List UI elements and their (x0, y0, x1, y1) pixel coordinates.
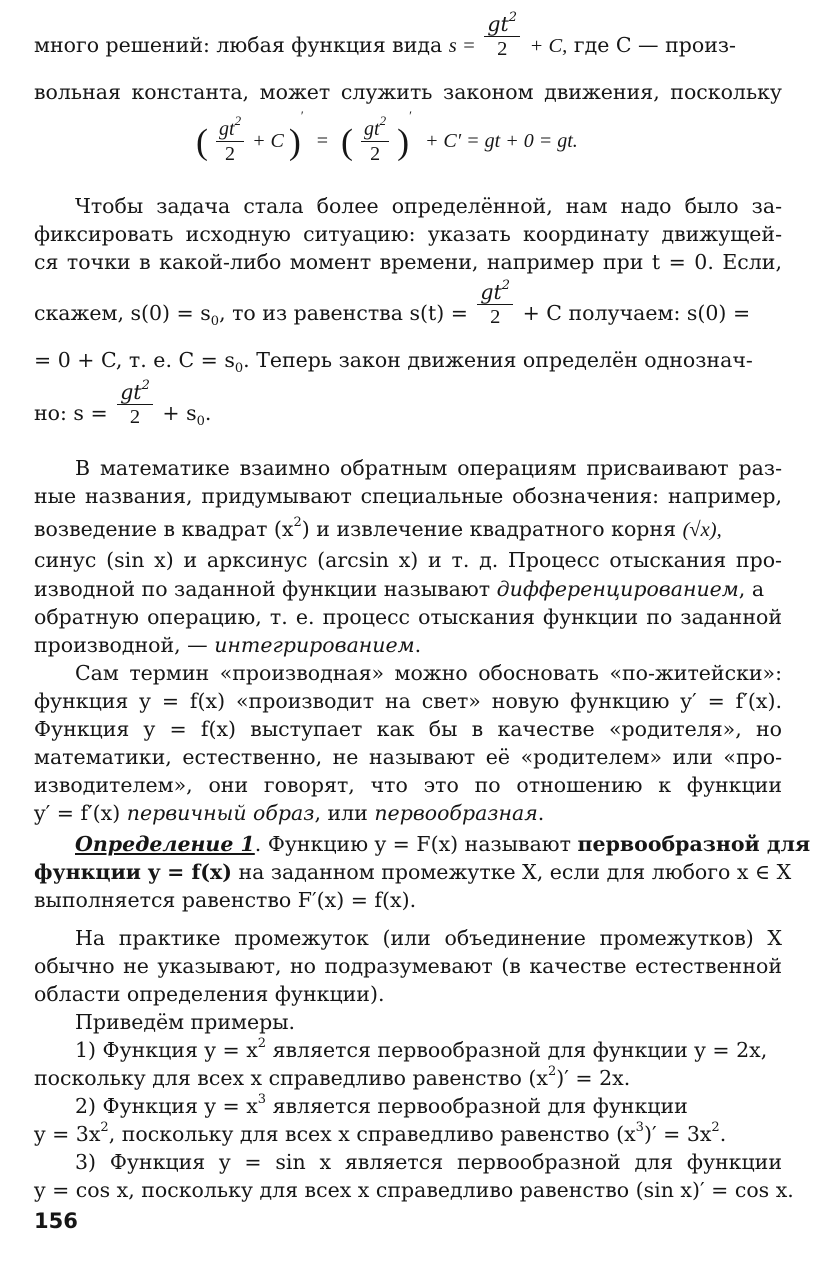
p2-line-4 (34, 278, 782, 330)
subscript: 0 (196, 414, 205, 430)
p3-line-6: обратную операцию, т. е. процесс отыскания функции по заданной (34, 605, 782, 629)
fraction-gt2-over-2 (484, 10, 520, 60)
numerator: gt (219, 118, 235, 140)
right-paren: ) (288, 121, 301, 162)
left-paren: ( (196, 121, 208, 162)
text: = 0 + C, т. е. C = s (34, 348, 235, 372)
p1-rest: где C — произ- (573, 33, 736, 57)
fraction-gt2-over-2 (117, 378, 153, 428)
denominator: 2 (497, 38, 508, 60)
text: + C получаем: s(0) = (522, 301, 751, 325)
numerator: gt (480, 280, 502, 304)
definition-line-2 (34, 858, 792, 886)
example-1-line-1 (75, 1036, 782, 1064)
formula-tail: + C′ = gt + 0 = gt. (424, 130, 578, 152)
p3-line-4: синус (sin x) и арксинус (arcsin x) и т. д. Процесс отыскания про- (34, 548, 782, 572)
exponent: 2 (257, 1036, 267, 1052)
formula-fraction-2 (361, 113, 389, 165)
text: изводной по заданной функции называют (34, 577, 491, 601)
subscript: 0 (234, 361, 244, 377)
denominator: 2 (225, 143, 236, 165)
p1-line-2: вольная константа, может служить законом движения, поскольку (34, 80, 782, 104)
text: . (204, 401, 212, 425)
text: 1) Функция y = x (75, 1038, 258, 1062)
equals-sign: = (463, 35, 475, 57)
p3-line-5 (34, 575, 782, 603)
definition-line-1 (75, 830, 811, 858)
exponent: 2 (234, 113, 242, 129)
text: возведение в квадрат (x (34, 517, 294, 541)
p2-line-6 (34, 378, 782, 430)
example-2-line-1 (75, 1092, 782, 1120)
text: )′ = 2x. (556, 1066, 631, 1090)
definition-line-3: выполняется равенство F′(x) = f(x). (34, 888, 417, 912)
text: + s (162, 401, 197, 425)
p3-line-2: ные названия, придумывают специальные обозначения: например, (34, 484, 782, 508)
denominator: 2 (129, 406, 141, 428)
plus-c: + C, (529, 35, 568, 57)
text: , а (738, 577, 765, 601)
display-formula (196, 108, 578, 165)
formula-fraction-1 (216, 113, 244, 165)
right-paren: ) (397, 121, 410, 162)
p3-line-7 (34, 631, 782, 659)
text: скажем, s(0) = s (34, 301, 211, 325)
plus-c: + C (252, 130, 284, 152)
exponent: 2 (547, 1064, 557, 1080)
text: на заданном промежутке X, если для любого x ∈ X (238, 860, 792, 884)
definition-label: Определение 1 (75, 832, 255, 856)
term-primary-image: первичный образ (126, 801, 315, 825)
term-differentiation: дифференцированием (496, 577, 739, 601)
text: является первообразной для функции (272, 1094, 688, 1118)
text: но: s = (34, 401, 108, 425)
denominator: 2 (370, 143, 381, 165)
p4-line-3: Функция y = f(x) выступает как бы в качестве «родителя», но (34, 717, 782, 741)
p2-line-1: Чтобы задача стала более определённой, нам надо было за- (75, 194, 782, 218)
text: поскольку для всех x справедливо равенство (x (34, 1066, 548, 1090)
examples-intro: Приведём примеры. (75, 1010, 296, 1034)
text: , или (314, 801, 368, 825)
exponent: 2 (379, 113, 387, 129)
term-integration: интегрированием (214, 633, 415, 657)
example-3-line-1: 3) Функция y = sin x является первообразной для функции (75, 1150, 782, 1174)
page-number: 156 (34, 1209, 78, 1233)
denominator: 2 (490, 306, 501, 328)
text: . Функцию y = F(x) называют (254, 832, 571, 856)
numerator: gt (487, 12, 509, 36)
p2-line-3: ся точки в какой-либо момент времени, например при t = 0. Если, (34, 250, 782, 274)
p2-line-2: фиксировать исходную ситуацию: указать координату движущей- (34, 222, 782, 246)
numerator: gt (120, 380, 142, 404)
p5-line-1: На практике промежуток (или объединение промежутков) X (75, 926, 782, 950)
sqrt-x: (√x), (682, 519, 722, 541)
p3-line-3 (34, 515, 782, 543)
p4-line-6 (34, 799, 782, 827)
p3-line-1: В математике взаимно обратным операциям присваивают раз- (75, 456, 782, 480)
text: . (537, 801, 545, 825)
p4-line-4: математики, естественно, не называют её «родителем» или «про- (34, 745, 782, 769)
text: . (414, 633, 422, 657)
text: , то из равенства s(t) = (219, 301, 468, 325)
text: y′ = f′(x) (34, 801, 121, 825)
p5-line-3: области определения функции). (34, 982, 385, 1006)
p2-line-5 (34, 346, 782, 377)
exponent: 3 (635, 1120, 644, 1136)
p4-line-5: изводителем», они говорят, что это по отношению к функции (34, 773, 782, 797)
text: является первообразной для функции y = 2x, (272, 1038, 768, 1062)
text: . Теперь закон движения определён однознач- (243, 348, 753, 372)
text: 2) Функция y = x (75, 1094, 258, 1118)
prime-mark: ′ (409, 108, 412, 124)
prime-mark: ′ (300, 108, 304, 124)
exponent: 3 (257, 1092, 267, 1108)
exponent: 2 (100, 1120, 109, 1136)
p4-line-2: функция y = f(x) «производит на свет» новую функцию y′ = f′(x). (34, 689, 782, 713)
text: )′ = 3x (643, 1122, 712, 1146)
exponent: 2 (293, 515, 302, 531)
equals-sign: = (316, 130, 329, 152)
example-2-line-2 (34, 1120, 782, 1148)
text: ) и извлечение квадратного корня (301, 517, 677, 541)
exponent: 2 (711, 1120, 720, 1136)
p4-line-1: Сам термин «производная» можно обосновать «по-житейски»: (75, 661, 782, 685)
text: y = 3x (34, 1122, 101, 1146)
subscript: 0 (210, 314, 220, 330)
left-paren: ( (341, 121, 354, 162)
text: , поскольку для всех x справедливо равенство (x (108, 1122, 636, 1146)
exponent: 2 (141, 378, 150, 394)
text: производной, — (34, 633, 208, 657)
bold-term: первообразной для (577, 832, 811, 856)
numerator: gt (364, 118, 380, 140)
text: . (719, 1122, 727, 1146)
example-3-line-2: y = cos x, поскольку для всех x справедливо равенство (sin x)′ = cos x. (34, 1178, 794, 1202)
exponent: 2 (501, 278, 511, 294)
exponent: 2 (508, 10, 518, 26)
p5-line-2: обычно не указывают, но подразумевают (в качестве естественной (34, 954, 782, 978)
p1-text: много решений: любая функция вида (34, 33, 443, 57)
term-antiderivative: первообразная (374, 801, 538, 825)
var-s: s (448, 35, 457, 57)
bold-term: функции y = f(x) (34, 860, 232, 884)
fraction-gt2-over-2 (477, 278, 513, 328)
p1-line-1 (34, 10, 782, 60)
example-1-line-2 (34, 1064, 782, 1092)
